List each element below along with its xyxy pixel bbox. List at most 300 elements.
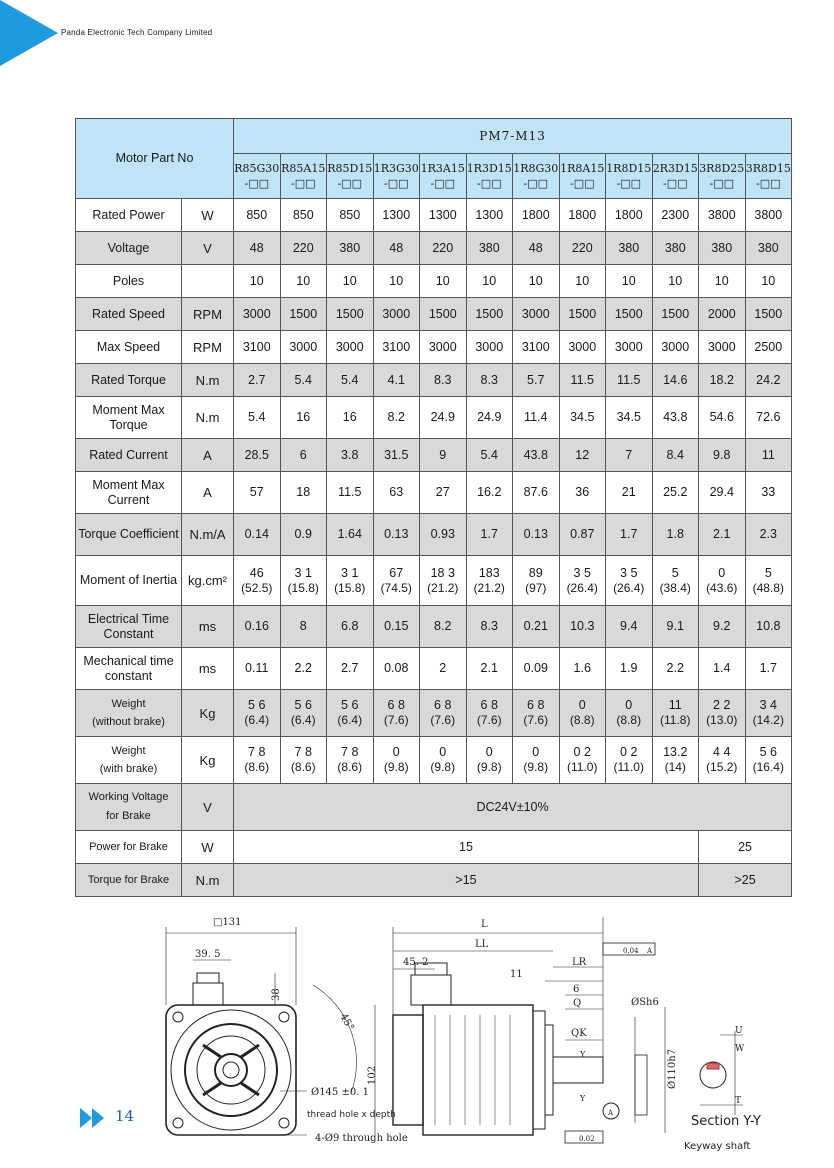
brake-voltage-label: Working Voltage — [88, 791, 169, 803]
row-unit — [182, 199, 234, 232]
dim-45-2: 45. 2 — [403, 957, 429, 968]
table-cell — [466, 690, 513, 737]
corner-decoration — [0, 0, 58, 66]
row-unit-text: RPM — [193, 306, 222, 322]
value-top: 0 — [578, 698, 586, 712]
model-code: 3R8D15 — [745, 162, 791, 175]
model-suffix: -□□ — [476, 177, 502, 190]
table-cell-value: 31.5 — [384, 447, 409, 462]
row-label-text: Torque for Brake — [87, 874, 170, 886]
table-cell-value: 1500 — [428, 306, 457, 321]
table-cell — [420, 690, 467, 737]
value-bottom: (8.8) — [616, 713, 642, 727]
table-cell-value: 87.6 — [523, 485, 548, 499]
table-cell-value: 0.11 — [245, 661, 269, 675]
table-cell — [559, 331, 606, 364]
table-cell — [327, 690, 374, 737]
table-cell-value: 5.4 — [341, 372, 359, 387]
brake-voltage-value: DC24V±10% — [476, 799, 549, 814]
mark-a: A — [608, 1109, 614, 1117]
table-cell-value: 1500 — [568, 306, 597, 321]
table-cell-value: 850 — [246, 207, 268, 222]
table-cell — [280, 331, 327, 364]
table-cell-value: 12 — [575, 447, 590, 462]
table-cell-value: 2.1 — [480, 661, 498, 675]
table-cell — [652, 397, 699, 439]
row-unit-text: V — [203, 799, 212, 815]
table-cell — [466, 232, 513, 265]
value-top: 7 8 — [248, 745, 266, 759]
weight-label: Weight — [111, 698, 146, 710]
table-cell-value: 10 — [575, 273, 590, 288]
table-cell — [606, 364, 653, 397]
table-cell — [373, 265, 420, 298]
table-cell-value: 6.8 — [341, 619, 359, 633]
table-cell-value: 57 — [249, 485, 264, 499]
table-cell — [280, 472, 327, 514]
model-cell — [559, 154, 606, 199]
row-label-text: Max Speed — [96, 339, 161, 354]
table-cell-value: 5.4 — [480, 447, 498, 462]
dimension-drawing — [75, 905, 791, 1163]
table-cell — [652, 690, 699, 737]
table-cell — [373, 331, 420, 364]
table-cell — [699, 556, 746, 606]
table-cell-value: 0.08 — [384, 661, 409, 675]
value-top: 3 5 — [573, 565, 591, 580]
model-code: R85A15 — [281, 162, 326, 175]
table-cell — [234, 831, 699, 864]
section-caption: Keyway shaft — [684, 1141, 751, 1152]
dim-shaft: ØSh6 — [631, 997, 659, 1008]
table-cell-value: 10 — [528, 273, 543, 288]
table-cell-value: 54.6 — [709, 410, 734, 424]
table-cell — [234, 298, 281, 331]
table-cell-value: 1300 — [428, 207, 457, 222]
table-cell-value: 0.16 — [244, 619, 269, 633]
table-cell — [745, 514, 792, 556]
table-cell-value: 8.3 — [480, 619, 498, 633]
spec-table — [75, 118, 792, 897]
table-cell-value: 2500 — [754, 339, 783, 354]
table-cell-value: 24.2 — [756, 372, 781, 387]
value-top: 3 1 — [294, 565, 312, 580]
row-unit — [182, 331, 234, 364]
table-cell — [373, 737, 420, 784]
table-cell-value: 18.2 — [709, 372, 734, 387]
dim-QK: QK — [571, 1028, 587, 1039]
model-cell — [699, 154, 746, 199]
value-bottom: (6.4) — [244, 713, 270, 727]
table-cell — [373, 472, 420, 514]
table-cell-value: 3000 — [707, 339, 736, 354]
table-row — [76, 864, 792, 897]
table-cell-value: 0.13 — [523, 527, 548, 541]
table-cell — [559, 556, 606, 606]
table-cell — [699, 397, 746, 439]
table-cell — [652, 737, 699, 784]
table-cell-value: 1500 — [754, 306, 783, 321]
model-code: R85D15 — [327, 162, 373, 175]
dim-110h7: Ø110h7 — [667, 1048, 678, 1089]
table-cell-value: 1.7 — [759, 661, 777, 675]
row-label — [76, 232, 182, 265]
value-bottom: (8.6) — [337, 760, 363, 774]
row-label — [76, 199, 182, 232]
model-suffix: -□□ — [290, 177, 316, 190]
table-cell — [234, 439, 281, 472]
model-cell — [466, 154, 513, 199]
table-cell — [606, 514, 653, 556]
table-cell — [373, 232, 420, 265]
table-cell — [559, 397, 606, 439]
value-bottom: (97) — [525, 580, 547, 595]
value-bottom: (43.6) — [706, 580, 738, 595]
table-row — [76, 472, 792, 514]
table-cell — [466, 364, 513, 397]
table-cell-value: 11 — [761, 447, 775, 462]
model-suffix: -□□ — [430, 177, 455, 190]
table-cell-value: 3.8 — [341, 447, 359, 462]
table-cell — [652, 364, 699, 397]
table-cell — [280, 737, 327, 784]
value-bottom: (11.0) — [567, 760, 598, 774]
table-cell-value: 8.4 — [666, 447, 684, 462]
dim-T: T — [735, 1096, 742, 1106]
row-label — [76, 472, 182, 514]
table-cell — [699, 331, 746, 364]
table-cell — [745, 232, 792, 265]
value-top: 0 — [485, 745, 493, 759]
table-cell-value: 220 — [292, 240, 314, 255]
table-cell — [606, 232, 653, 265]
table-cell — [466, 265, 513, 298]
model-code: 1R8A15 — [560, 162, 605, 175]
table-cell — [234, 864, 699, 897]
table-cell-value: 3000 — [614, 339, 643, 354]
table-cell-value: 2000 — [707, 306, 736, 321]
table-cell — [699, 648, 746, 690]
table-cell — [652, 472, 699, 514]
value-bottom: (48.8) — [752, 580, 784, 595]
model-cell — [234, 154, 281, 199]
table-row — [76, 364, 792, 397]
table-cell-value: 380 — [618, 240, 640, 255]
value-bottom: (7.6) — [383, 713, 409, 727]
value-top: 3 4 — [759, 698, 777, 712]
value-bottom: (26.4) — [613, 580, 645, 595]
table-cell-value: 1.7 — [620, 527, 638, 541]
table-cell — [280, 298, 327, 331]
table-row — [76, 690, 792, 737]
value-bottom: (7.6) — [523, 713, 549, 727]
table-cell — [420, 265, 467, 298]
row-unit-text: A — [203, 485, 212, 500]
row-unit — [182, 439, 234, 472]
value-top: 0 — [392, 745, 400, 759]
dim-thread: thread hole x depth — [307, 1110, 396, 1120]
row-unit — [182, 690, 234, 737]
value-top: 2 2 — [713, 698, 731, 712]
model-code: 1R8D15 — [606, 162, 652, 175]
value-bottom: (9.8) — [383, 760, 409, 774]
table-cell — [606, 298, 653, 331]
table-cell-value: 0.09 — [523, 661, 548, 675]
row-label-text: Power for Brake — [89, 841, 168, 853]
series-cell — [234, 119, 792, 154]
side-view — [375, 917, 665, 1143]
table-cell — [327, 514, 374, 556]
table-row — [76, 606, 792, 648]
table-cell-value: 1500 — [335, 306, 364, 321]
table-cell-value: 0.87 — [570, 527, 595, 541]
table-cell-value: 11.5 — [570, 372, 594, 387]
table-cell-value: 11.5 — [338, 485, 362, 499]
table-cell — [606, 556, 653, 606]
table-row — [76, 784, 792, 831]
table-cell-value: 34.5 — [570, 410, 595, 424]
value-bottom: (8.6) — [290, 760, 316, 774]
table-cell — [513, 331, 560, 364]
value-bottom: (9.8) — [430, 760, 456, 774]
table-cell — [699, 831, 792, 864]
table-cell — [652, 439, 699, 472]
table-cell-value: 16.2 — [477, 485, 502, 499]
value-bottom: (14) — [664, 760, 686, 774]
table-cell — [559, 648, 606, 690]
table-cell-value: 220 — [432, 240, 454, 255]
page-number: 14 — [115, 1107, 135, 1125]
row-label — [76, 784, 182, 831]
model-cell — [373, 154, 420, 199]
value-top: 6 8 — [434, 698, 452, 712]
table-cell — [745, 265, 792, 298]
table-cell — [559, 298, 606, 331]
value-top: 5 6 — [759, 745, 777, 759]
table-cell — [513, 737, 560, 784]
table-cell — [466, 737, 513, 784]
model-suffix: -□□ — [523, 177, 548, 190]
row-label — [76, 606, 182, 648]
table-cell — [280, 364, 327, 397]
table-cell — [420, 298, 467, 331]
table-cell — [699, 864, 792, 897]
value-bottom: (15.8) — [287, 580, 319, 595]
table-cell — [327, 298, 374, 331]
dim-38: 38 — [271, 988, 282, 1001]
table-cell — [559, 265, 606, 298]
table-cell-value: 1300 — [382, 207, 411, 222]
table-cell-value: 9.2 — [713, 619, 731, 633]
dim-L: L — [481, 919, 488, 930]
table-cell-value: 0.21 — [523, 619, 548, 633]
table-cell — [745, 472, 792, 514]
table-cell-value: 10 — [482, 273, 497, 288]
model-suffix: -□□ — [337, 177, 362, 190]
table-cell — [699, 472, 746, 514]
table-cell-value: 10 — [435, 273, 450, 288]
table-row — [76, 397, 792, 439]
table-cell — [280, 556, 327, 606]
brake-power-value: 15 — [459, 839, 473, 854]
table-cell-value: 220 — [571, 240, 593, 255]
table-cell-value: 2300 — [661, 207, 690, 222]
table-cell — [234, 690, 281, 737]
row-label — [76, 439, 182, 472]
table-cell — [373, 199, 420, 232]
value-top: 0 2 — [573, 745, 591, 759]
table-cell-value: 1800 — [614, 207, 643, 222]
table-cell-value: 18 — [296, 485, 311, 499]
table-cell — [606, 265, 653, 298]
table-row — [76, 298, 792, 331]
table-cell — [234, 784, 792, 831]
table-cell-value: 0.14 — [244, 527, 269, 541]
tol-004: 0.04 — [623, 947, 639, 955]
row-unit-text: N.m — [195, 872, 220, 888]
table-cell — [513, 648, 560, 690]
table-cell — [373, 514, 420, 556]
table-cell — [559, 514, 606, 556]
table-cell — [373, 397, 420, 439]
value-top: 6 8 — [480, 698, 498, 712]
table-cell — [652, 199, 699, 232]
table-cell — [745, 737, 792, 784]
value-top: 7 8 — [341, 745, 359, 759]
row-unit-text: N.m — [195, 372, 220, 388]
model-code: 1R8G30 — [513, 162, 559, 175]
value-bottom: (8.6) — [244, 760, 270, 774]
table-cell — [420, 556, 467, 606]
row-label — [76, 331, 182, 364]
dim-holes: 4-Ø9 through hole — [315, 1133, 408, 1144]
table-cell — [420, 232, 467, 265]
model-code: 2R3D15 — [652, 162, 698, 175]
model-code: 1R3D15 — [466, 162, 512, 175]
value-bottom: (15.8) — [334, 580, 366, 595]
row-label — [76, 397, 182, 439]
weight-sublabel: (without brake) — [92, 716, 165, 728]
row-unit-text: W — [201, 839, 214, 855]
table-cell — [234, 331, 281, 364]
table-cell — [280, 439, 327, 472]
section-title: Section Y-Y — [691, 1114, 761, 1129]
table-row — [76, 648, 792, 690]
table-cell-value: 1500 — [661, 306, 690, 321]
row-label — [76, 864, 182, 897]
row-unit — [182, 472, 234, 514]
table-cell-value: 24.9 — [430, 410, 455, 424]
table-row — [76, 514, 792, 556]
table-cell — [280, 690, 327, 737]
table-cell-value: 43.8 — [663, 410, 688, 424]
value-bottom: (6.4) — [290, 713, 316, 727]
table-cell-value: 0.9 — [294, 527, 312, 541]
table-cell — [234, 265, 281, 298]
table-cell-value: 850 — [292, 207, 314, 222]
row-label-text: Moment Max Torque — [92, 402, 165, 432]
table-cell — [234, 232, 281, 265]
row-label-text: Torque Coefficient — [78, 527, 179, 541]
table-cell — [420, 472, 467, 514]
table-cell-value: 380 — [339, 240, 361, 255]
table-cell — [327, 606, 374, 648]
table-cell — [606, 648, 653, 690]
table-cell-value: 1300 — [475, 207, 504, 222]
table-cell — [745, 397, 792, 439]
table-cell-value: 0.13 — [384, 527, 409, 541]
table-cell-value: 3000 — [335, 339, 364, 354]
model-suffix: -□□ — [756, 177, 781, 190]
brake-power-value: 25 — [738, 839, 752, 854]
table-cell-value: 2.1 — [713, 527, 731, 541]
table-cell — [327, 199, 374, 232]
value-top: 46 — [249, 565, 264, 580]
table-cell — [699, 232, 746, 265]
table-cell — [745, 606, 792, 648]
table-cell — [280, 397, 327, 439]
table-cell — [513, 690, 560, 737]
row-unit-text: N.m — [195, 410, 220, 425]
row-label-text: Moment Max Current — [92, 477, 165, 507]
table-row — [76, 556, 792, 606]
weight-label: Weight — [111, 745, 146, 757]
table-cell-value: 1500 — [614, 306, 643, 321]
table-cell — [559, 606, 606, 648]
table-cell — [699, 737, 746, 784]
row-unit-text: Kg — [199, 705, 216, 721]
table-cell — [559, 472, 606, 514]
value-top: 13.2 — [663, 745, 688, 759]
value-top: 89 — [528, 565, 543, 580]
value-top: 3 5 — [620, 565, 638, 580]
dim-angle: 45° — [337, 1011, 356, 1033]
table-cell — [699, 298, 746, 331]
table-cell-value: 1.7 — [480, 527, 498, 541]
table-cell — [234, 364, 281, 397]
table-cell-value: 3100 — [242, 339, 271, 354]
table-cell — [420, 397, 467, 439]
table-cell-value: 8 — [299, 619, 307, 633]
table-cell-value: 3000 — [428, 339, 457, 354]
table-cell — [559, 199, 606, 232]
row-label — [76, 831, 182, 864]
row-unit-text: Kg — [199, 752, 216, 768]
row-unit — [182, 265, 234, 298]
table-cell — [699, 265, 746, 298]
model-cell — [280, 154, 327, 199]
table-cell-value: 3800 — [754, 207, 783, 222]
table-cell — [280, 606, 327, 648]
table-cell-value: 3000 — [521, 306, 550, 321]
table-cell — [652, 265, 699, 298]
dim-102: 102 — [367, 1065, 378, 1085]
value-top: 3 1 — [341, 565, 359, 580]
table-cell — [327, 737, 374, 784]
table-cell — [559, 737, 606, 784]
table-cell — [652, 298, 699, 331]
value-top: 0 — [439, 745, 447, 759]
table-cell-value: 5.4 — [294, 372, 312, 387]
table-row — [76, 831, 792, 864]
table-cell — [745, 364, 792, 397]
model-cell — [745, 154, 792, 199]
table-cell — [234, 606, 281, 648]
table-cell — [466, 397, 513, 439]
table-cell-value: 1.8 — [666, 527, 684, 541]
table-cell-value: 48 — [528, 240, 543, 255]
row-unit — [182, 606, 234, 648]
